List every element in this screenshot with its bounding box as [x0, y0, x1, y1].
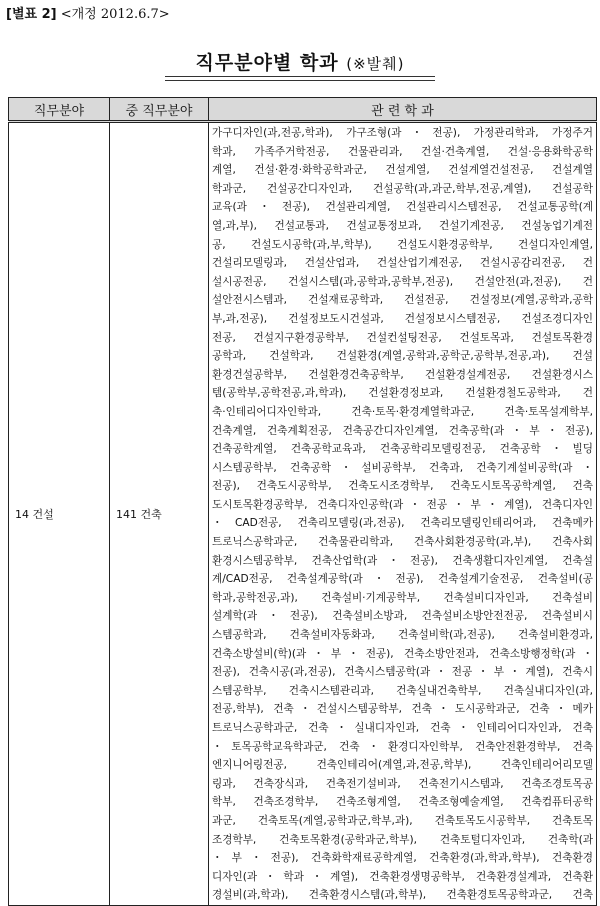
- department-line: 공학과, 건설학과, 건설환경(계열,공학과,공학군,공학부,전공,과), 건설: [212, 350, 593, 363]
- department-line: 축·인테리어디자인학과, 건축·토목·환경계열학과군, 건축·토목설계학부,: [212, 405, 593, 418]
- department-line: 전공,학부), 건축・건설시스템공학부, 건축・도시공학과군, 건축・메카: [212, 703, 593, 716]
- annex-header: [6, 3, 170, 22]
- department-line: 학부, 건축조경학부, 건축조형계열, 건축조형예술계열, 건축컴퓨터공학: [212, 796, 593, 809]
- revision-date: <개정 2012.6.7>: [60, 7, 170, 22]
- department-line: 건축계열, 건축계획전공, 건축공간디자인계열, 건축공학(과・부・전공),: [212, 424, 593, 437]
- department-line: 건축소방설비(학)(과・부・전공), 건축소방안전과, 건축소방행정학(과・: [212, 647, 593, 660]
- department-line: ・CAD전공, 건축리모델링(과,전공), 건축리모델링인테리어과, 건축메카: [212, 517, 593, 530]
- department-line: 트로닉스공학과군, 건축물관리학과, 건축사회환경공학(과,부), 건축사회: [212, 536, 593, 549]
- department-line: 건설리모델링과, 건설산업과, 건설산업기계전공, 건설시공감리전공, 건: [212, 257, 593, 270]
- header-departments: 관 련 학 과: [209, 98, 597, 122]
- department-line: 열,과,부), 건설교통과, 건설교통정보과, 건설기계전공, 건설농업기계전: [212, 219, 593, 232]
- sub-field-cell: 141 건축: [110, 122, 209, 906]
- department-line: ・토목공학교육학과군, 건축・환경디자인학부, 건축안전환경학부, 건축: [212, 740, 593, 753]
- department-line: 계/CAD전공, 건축설계공학(과・전공), 건축설계기술전공, 건축설비(공: [212, 573, 593, 586]
- department-line: 스템공학부, 건축시스템관리과, 건축실내건축학부, 건축실내디자인(과,: [212, 684, 593, 697]
- department-line: 과군, 건축토목(계열,공학과군,학부,과), 건축토목도시공학부, 건축토목: [212, 814, 593, 827]
- department-line: 교육(과・전공), 건설관리계열, 건설관리시스템전공, 건설교통공학(계: [212, 201, 593, 214]
- department-table: [8, 97, 597, 906]
- department-line: 전공, 건설지구환경공학부, 건설컨설팅전공, 건설토목과, 건설토목환경: [212, 331, 593, 344]
- header-sub-field: 중 직무분야: [110, 98, 209, 122]
- department-line: 가구디자인(과,전공,학과), 가구조형(과・전공), 가정관리학과, 가정주거: [212, 127, 593, 139]
- department-line: 템(공학부,공학전공,과,학과), 건설환경정보과, 건설환경철도공학과, 건: [212, 387, 593, 400]
- table-header-row: [9, 98, 597, 122]
- department-line: ・부・전공), 건축화학재료공학계열, 건축환경(과,학과,학부), 건축환경: [212, 852, 593, 865]
- title-main: 직무분야별 학과: [195, 52, 339, 74]
- department-line: 도시토목환경공학부, 건축디자인공학(과・전공・부・계열), 건축디자인: [212, 498, 593, 511]
- department-line: 부,과,전공), 건설정보도시건설과, 건설정보시스템전공, 건설조경디자인: [212, 312, 593, 325]
- department-line: 링과, 건축장식과, 건축전기설비과, 건축전기시스템과, 건축조경토목공: [212, 777, 593, 790]
- department-line: 조경학부, 건축토목환경(공학과군,학부), 건축토털디자인과, 건축학(과: [212, 833, 593, 846]
- department-line: 학과,공학전공,과), 건축설비·기계공학부, 건축설비디자인과, 건축설비: [212, 591, 593, 604]
- departments-cell: [209, 122, 597, 906]
- department-line: 학과군, 건설공간디자인과, 건설공학(과,과군,학부,전공,계열), 건설공학: [212, 182, 593, 195]
- department-line: 엔지니어링전공, 건축인테리어(계열,과,전공,학부), 건축인테리어리모델: [212, 759, 593, 772]
- department-line: 설안전시스템과, 건설재료공학과, 건설전공, 건설정보(계열,공학과,공학: [212, 294, 593, 307]
- department-line: 트로닉스공학과군, 건축・실내디자인과, 건축・인테리어디자인과, 건축: [212, 722, 593, 734]
- department-line: 디자인(과・학과・계열), 건축환경생명공학부, 건축환경설계과, 건축환: [212, 870, 593, 883]
- department-line: 학과, 가족주거학전공, 건물관리과, 건설·건축계열, 건설·응용화학공학: [212, 145, 593, 158]
- department-line: 경설비(과,학과), 건축환경시스템(과,학부), 건축환경토목공학과군, 건축: [212, 889, 593, 902]
- page-title: [0, 48, 600, 75]
- annex-label: [별표 2]: [6, 7, 57, 22]
- department-line: 계열, 건설·환경·화학공학과군, 건설계열, 건설계열건설전공, 건설계열: [212, 164, 593, 177]
- job-field-cell: 14 건설: [9, 122, 110, 906]
- title-note: (※발췌): [346, 55, 405, 73]
- department-line: 시스템공학부, 건축공학・설비공학부, 건축과, 건축기계설비공학(과・: [212, 461, 593, 474]
- table-row: [9, 122, 597, 906]
- department-line: 전공), 건축도시공학부, 건축도시조경학부, 건축도시토목공학계열, 건축: [212, 480, 593, 493]
- department-line: 설시공전공, 건설시스템(과,공학과,공학부,전공), 건설안전(과,전공), 건: [212, 275, 593, 288]
- department-line: 설계학(과・전공), 건축설비소방과, 건축설비소방안전전공, 건축설비시: [212, 610, 593, 623]
- department-line: 건축공학계열, 건축공학교육과, 건축공학리모델링전공, 건축공학・빌딩: [212, 443, 593, 456]
- department-line: 전공), 건축시공(과,전공), 건축시스템공학(과・전공・부・계열), 건축시: [212, 666, 593, 679]
- title-underline: [165, 76, 435, 81]
- department-line: 환경시스템공학부, 건축산업학(과・전공), 건축생활디자인계열, 건축설: [212, 554, 593, 567]
- department-line: 공, 건설도시공학(과,부,학부), 건설도시환경공학부, 건설디자인계열,: [212, 238, 593, 251]
- header-job-field: 직무분야: [9, 98, 110, 122]
- department-line: 환경건설공학부, 건설환경건축공학부, 건설환경설계전공, 건설환경시스: [212, 368, 593, 381]
- department-line: 스템공학과, 건축설비자동화과, 건축설비학(과,전공), 건축설비환경과,: [212, 629, 593, 642]
